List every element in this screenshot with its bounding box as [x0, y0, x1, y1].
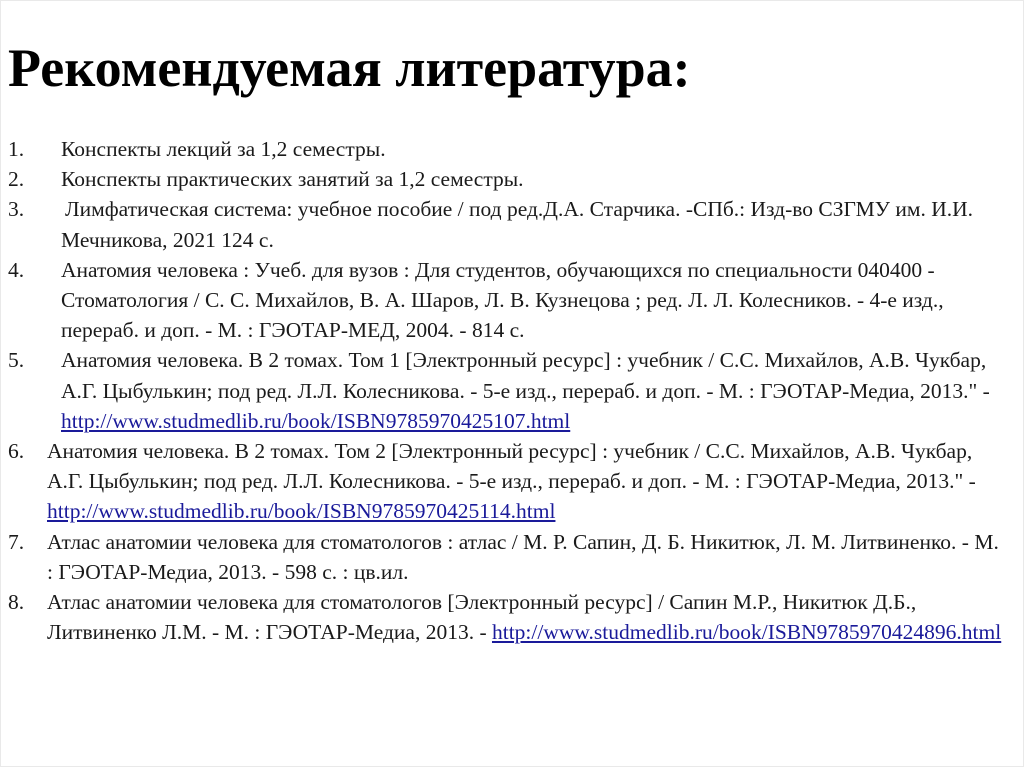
reference-item-5: [0, 345, 1010, 436]
reference-number: 5.: [8, 348, 25, 373]
reference-text: Атлас анатомии человека для стоматологов [Электронный ресурс] / Сапин М.Р., Никитюк Д.Б., Литвиненко Л.М. - М. : ГЭОТАР-Медиа, 2013. -: [47, 590, 917, 645]
reference-item-7: [0, 527, 1010, 587]
slide-title: Рекомендуемая литература:: [8, 38, 691, 98]
reference-text: Лимфатическая система: учебное пособие / под ред.Д.А. Старчика. -СПб.: Изд-во СЗГМУ им. И.И. Мечникова, 2021 124 с.: [61, 197, 974, 252]
reference-text: Атлас анатомии человека для стоматологов : атлас / М. Р. Сапин, Д. Б. Никитюк, Л. М. Литвиненко. - М. : ГЭОТАР-Медиа, 2013. - 598 с. : цв.ил.: [47, 529, 999, 584]
reference-text: Конспекты лекций за 1,2 семестры.: [61, 137, 386, 161]
reference-item-4: [0, 255, 1010, 346]
reference-number: 2.: [8, 167, 25, 192]
reference-text: Анатомия человека. В 2 томах. Том 1 [Электронный ресурс] : учебник / С.С. Михайлов, А.В. Чукбар, А.Г. Цыбулькин; под ред. Л.Л. Колесникова. - 5-е изд., перераб. и доп. - М. : ГЭОТАР-Медиа, 2013." -: [61, 348, 990, 403]
reference-number: 1.: [8, 137, 25, 161]
reference-item-2: [0, 164, 1010, 194]
reference-link[interactable]: http://www.studmedlib.ru/book/ISBN9785970425114.html: [47, 499, 556, 524]
reference-text: Анатомия человека. В 2 томах. Том 2 [Электронный ресурс] : учебник / С.С. Михайлов, А.В. Чукбар, А.Г. Цыбулькин; под ред. Л.Л. Колесникова. - 5-е изд., перераб. и доп. - М. : ГЭОТАР-Медиа, 2013." -: [47, 439, 976, 494]
reference-list: [0, 134, 1010, 647]
reference-item-6: [0, 436, 1010, 527]
reference-text: Анатомия человека : Учеб. для вузов : Для студентов, обучающихся по специальности 040400 - Стоматология / С. С. Михайлов, В. А. Шаров, Л. В. Кузнецова ; ред. Л. Л. Колесников. - 4-е изд., перераб. и доп. - М. : ГЭОТАР-МЕД, 2004. - 814 с.: [61, 257, 944, 343]
reference-link[interactable]: http://www.studmedlib.ru/book/ISBN9785970424896.html: [491, 620, 1002, 645]
reference-number: 4.: [8, 257, 25, 282]
reference-text: Конспекты практических занятий за 1,2 семестры.: [61, 167, 524, 192]
reference-item-1: [0, 134, 1010, 164]
reference-number: 3.: [8, 197, 25, 222]
reference-item-3: [0, 194, 1010, 254]
reference-number: 6.: [8, 439, 25, 464]
reference-link[interactable]: http://www.studmedlib.ru/book/ISBN9785970425107.html: [61, 408, 571, 433]
reference-number: 7.: [8, 529, 25, 554]
reference-item-8: [0, 587, 1010, 647]
reference-number: 8.: [8, 590, 25, 615]
